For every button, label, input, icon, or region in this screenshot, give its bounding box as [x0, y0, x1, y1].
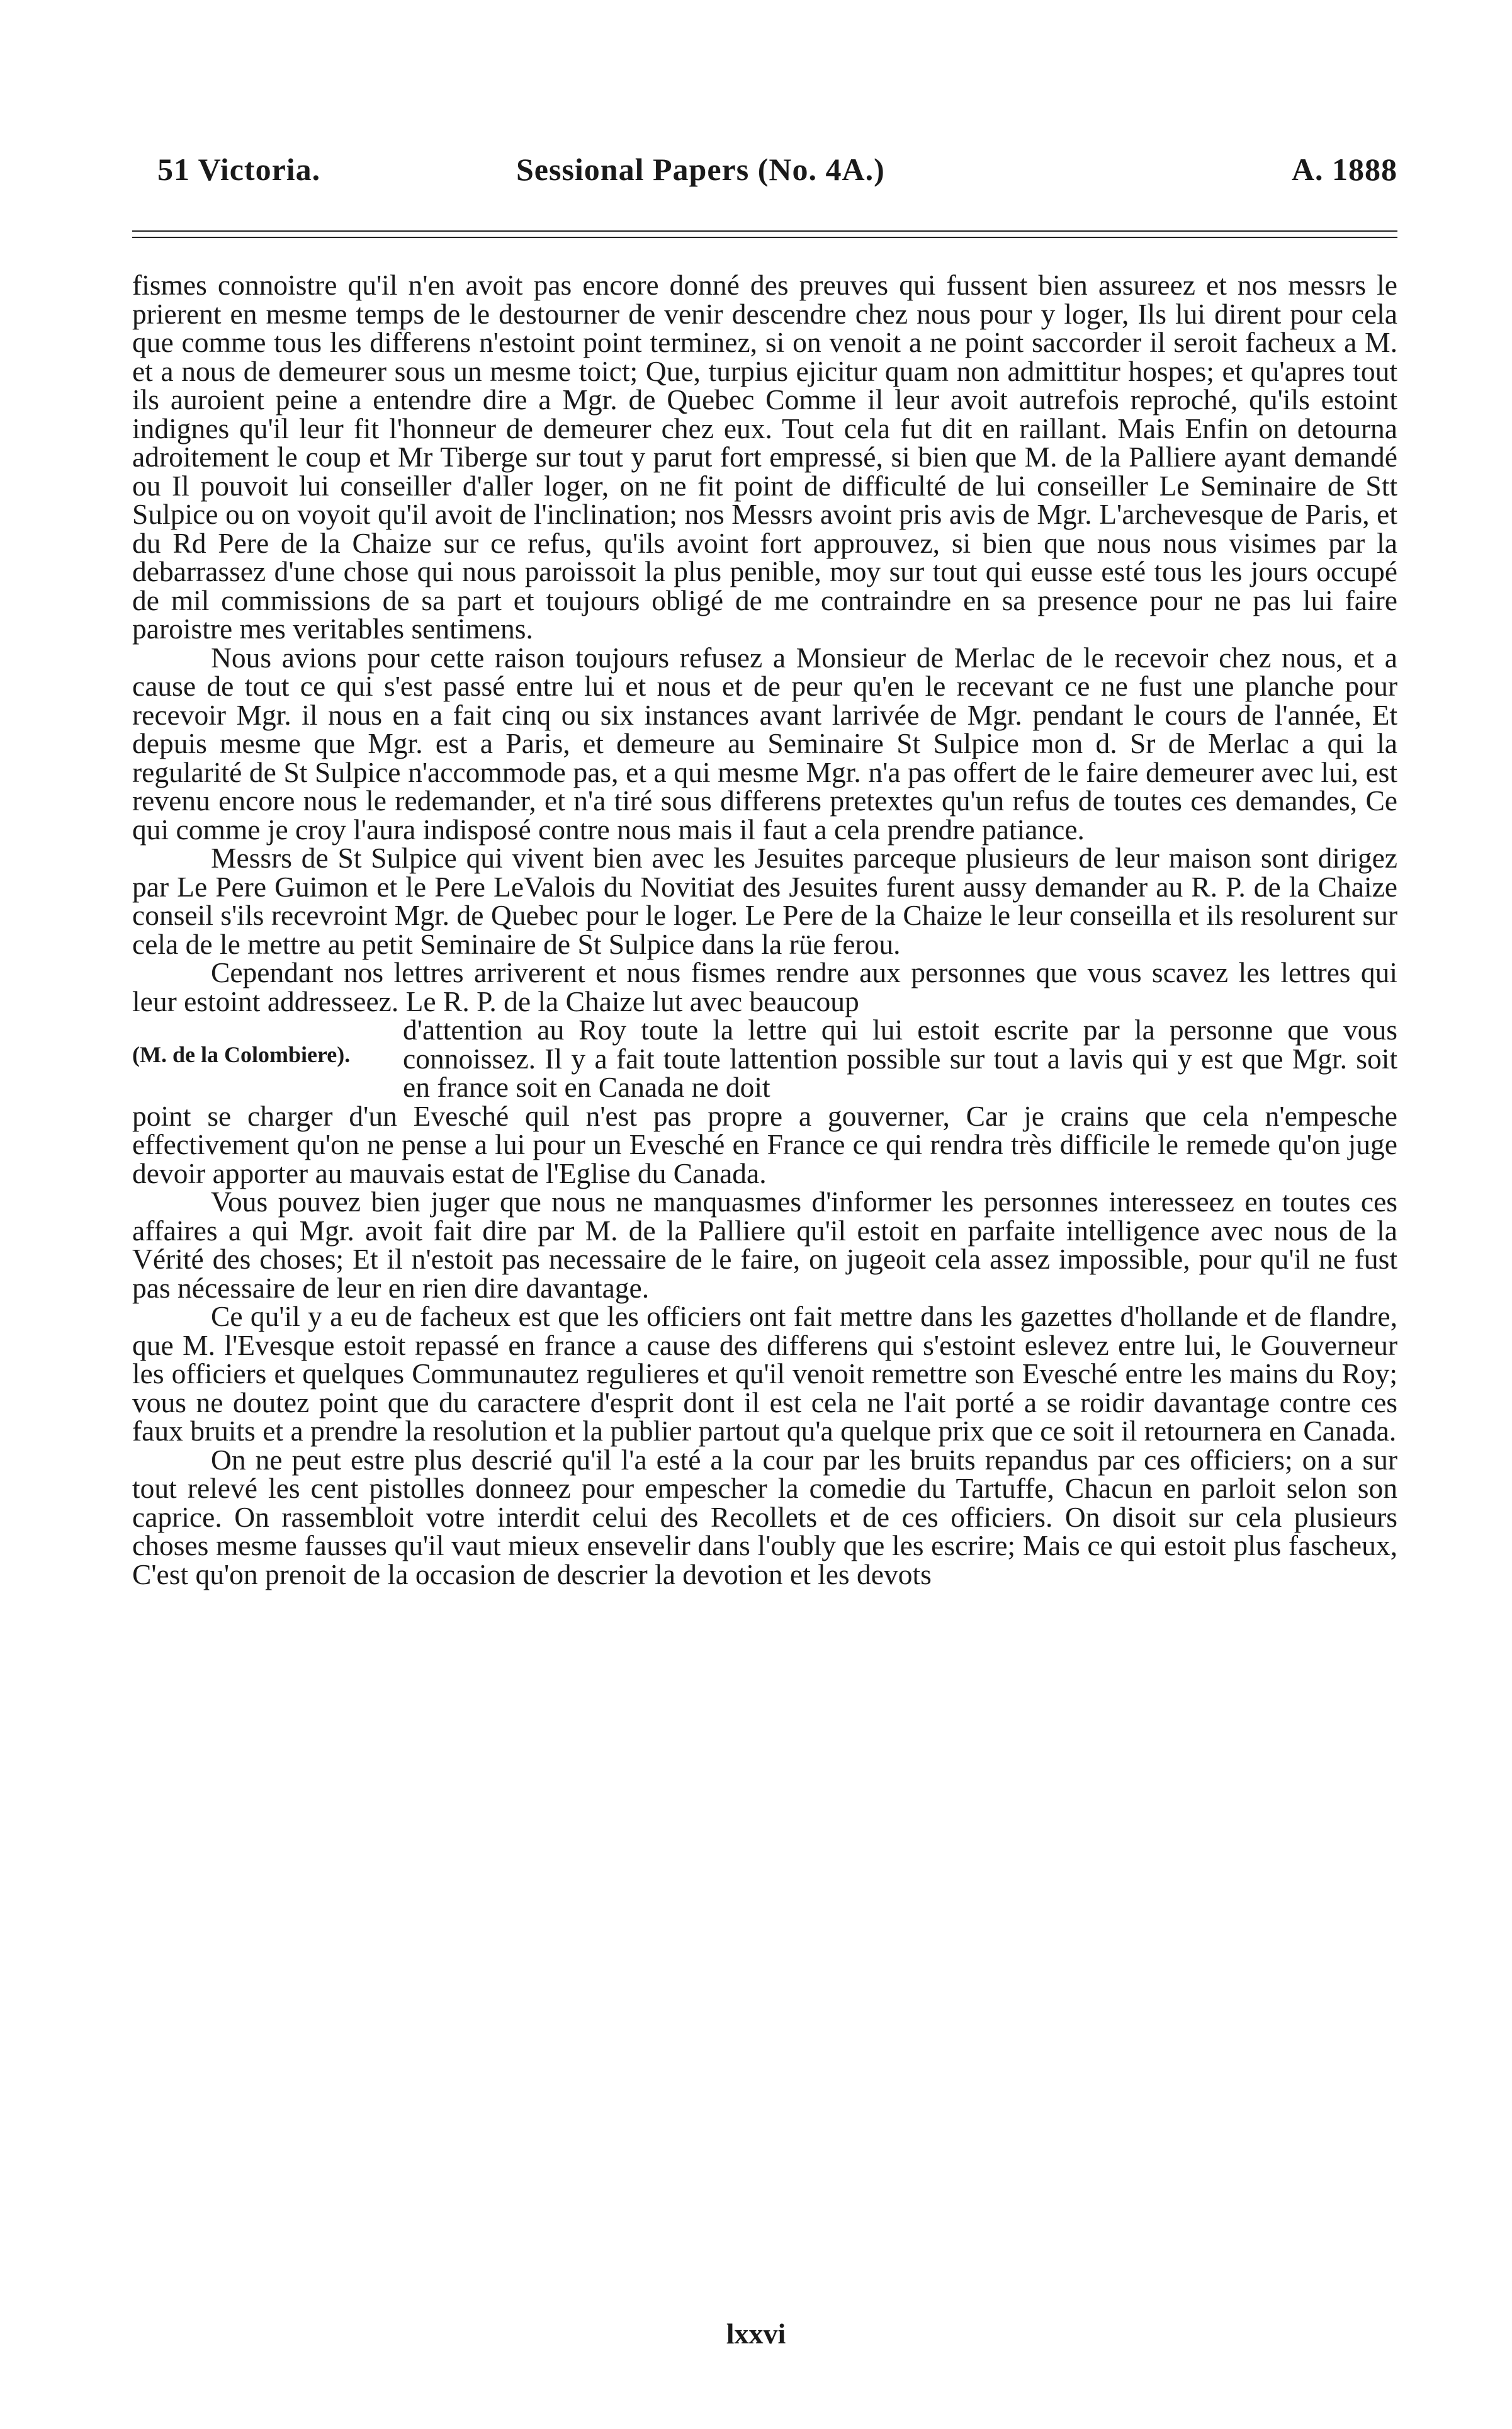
header-session: 51 Victoria. [157, 152, 321, 187]
header-year: A. 1888 [1291, 152, 1397, 187]
paragraph-1: fismes connoistre qu'il n'en avoit pas encore donné des preuves qui fussent bien assureez et nos messrs le prierent en mesme temps de le destourner de venir descendre chez nous pour y loger, Ils lui dirent pour cela que comme tous les differens n'estoint point terminez, si on venoit a ne point saccorder il seroit facheux a M. et a nous de demeurer sous un mesme toict; Que, turpius ejicitur quam non admittitur hospes; et qu'apres tout ils auroient peine a entendre dire a Mgr. de Quebec Comme il leur avoit autrefois reproché, qu'ils estoint indignes qu'il leur fit l'honneur de demeurer chez eux. Tout cela fut dit en raillant. Mais Enfin on detourna adroitement le coup et Mr Tiberge sur tout y parut fort empressé, si bien que M. de la Palliere ayant demandé ou Il pouvoit lui conseiller d'aller loger, on ne fit point de difficulté de lui conseiller Le Seminaire de Stt Sulpice ou on voyoit qu'il avoit de l'inclination; nos Messrs avoint pris avis de Mgr. L'archevesque de Paris, et du Rd Pere de la Chaize sur ce refus, qu'ils avoint fort approuvez, si bien que nous nous visimes par la debarrassez d'une chose qui nous paroissoit la plus penible, moy sur tout qui eusse esté tous les jours occupé de mil commissions de sa part et toujours obligé de me contraindre en sa presence pour ne pas lui faire paroistre mes veritables sentimens. [132, 269, 1397, 645]
margin-note-block [132, 1016, 1397, 1102]
paragraph-4-margin-text: d'attention au Roy toute la lettre qui lui estoit escrite par la personne que vous connoissez. Il y a fait toute lattention possible sur tout a lavis qui y est que Mgr. soit en france soit en Canada ne doit [403, 1014, 1397, 1103]
paragraph-4-start: Cependant nos lettres arriverent et nous fismes rendre aux personnes que vous scavez les lettres qui leur estoint addresseez. Le R. P. de la Chaize lut avec beaucoup [132, 956, 1397, 1017]
page-number: lxxvi [726, 2318, 786, 2350]
paragraph-4-end: point se charger d'un Evesché quil n'est pas propre a gouverner, Car je crains que cela n'empesche effectivement qu'on ne pense a lui pour un Evesché en France ce qui rendra très difficile le remede qu'on juge devoir apporter au mauvais estat de l'Eglise du Canada. [132, 1099, 1397, 1189]
paragraph-2: Nous avions pour cette raison toujours refusez a Monsieur de Merlac de le recevoir chez nous, et a cause de tout ce qui s'est passé entre lui et nous et de peur qu'en le recevant ce ne fust une planche pour recevoir Mgr. il nous en a fait cinq ou six instances avant larrivée de Mgr. pendant le cours de l'année, Et depuis mesme que Mgr. est a Paris, et demeure au Seminaire St Sulpice mon d. Sr de Merlac a qui la regularité de St Sulpice n'accommode pas, et a qui mesme Mgr. n'a pas offert de le faire demeurer avec lui, est revenu encore nous le redemander, et n'a tiré sous differens pretextes qu'un refus de toutes ces demandes, Ce qui comme je croy l'aura indisposé contre nous mais il faut a cela prendre patiance. [132, 641, 1397, 846]
header-title: Sessional Papers (No. 4A.) [516, 152, 885, 187]
paragraph-6: Ce qu'il y a eu de facheux est que les officiers ont fait mettre dans les gazettes d'hollande et de flandre, que M. l'Evesque estoit repassé en france a cause des differens qui s'estoint eslevez entre lui, le Gouverneur les officiers et quelques Communautez regulieres et qu'il venoit remettre son Evesché entre les mains du Roy; vous ne doutez point que du caractere d'esprit dont il est cela ne l'ait porté a se roidir davantage contre ces faux bruits et a prendre la resolution et la publier partout qu'a quelque prix que ce soit il retournera en Canada. [132, 1300, 1397, 1447]
paragraph-3: Messrs de St Sulpice qui vivent bien avec les Jesuites parceque plusieurs de leur maison sont dirigez par Le Pere Guimon et le Pere LeValois du Novitiat des Jesuites furent aussy demander au R. P. de la Chaize conseil s'ils recevroint Mgr. de Quebec pour le loger. Le Pere de la Chaize le leur conseilla et ils resolurent sur cela de le mettre au petit Seminaire de St Sulpice dans la rüe ferou. [132, 842, 1397, 960]
header-rule [132, 230, 1397, 238]
page-body [132, 271, 1397, 1588]
margin-note: (M. de la Colombiere). [132, 1042, 351, 1067]
paragraph-7: On ne peut estre plus descrié qu'il l'a esté a la cour par les bruits repandus par ces officiers; on a sur tout relevé les cent pistolles donneez pour empescher la comedie du Tartuffe, Chacun en parloit selon son caprice. On rassembloit votre interdit celui des Recollets et de ces officiers. On disoit sur cela plusieurs choses mesme fausses qu'il vaut mieux ensevelir dans l'oubly que les escrire; Mais ce qui estoit plus fascheux, C'est qu'on prenoit de la occasion de descrier la devotion et les devots [132, 1443, 1397, 1590]
running-header [132, 151, 1397, 201]
paragraph-5: Vous pouvez bien juger que nous ne manquasmes d'informer les personnes interesseez en toutes ces affaires a qui Mgr. avoit fait dire par M. de la Palliere qu'il estoit en parfaite intelligence avec nous de la Vérité des choses; Et il n'estoit pas necessaire de le faire, on jugeoit cela assez impossible, pour qu'il ne fust pas nécessaire de leur en rien dire davantage. [132, 1186, 1397, 1304]
